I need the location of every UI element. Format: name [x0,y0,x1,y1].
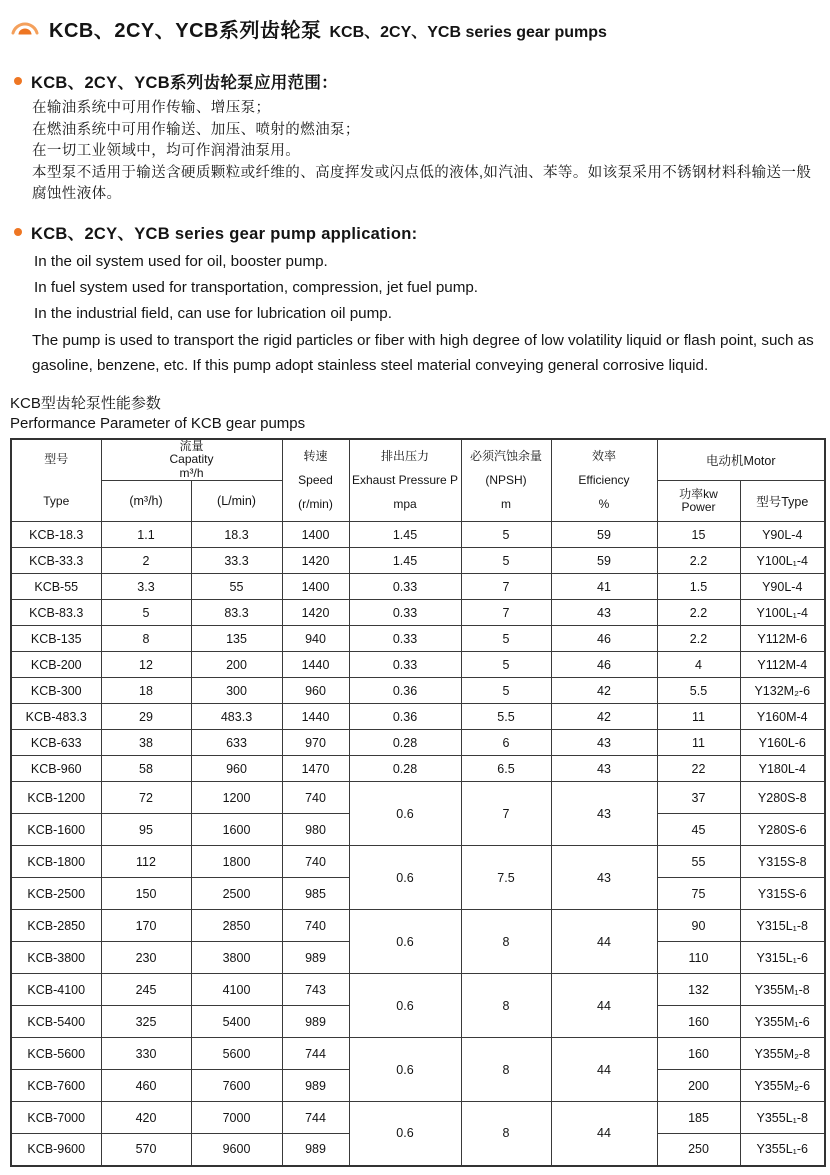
table-cell: 112 [101,846,191,878]
table-title-zh: KCB型齿轮泵性能参数 [10,394,161,412]
header-speed [282,439,349,522]
table-cell: 743 [282,974,349,1006]
header-lmin: (L/min) [191,481,282,522]
header-capacity [101,439,282,481]
table-cell: 2.2 [657,600,740,626]
table-cell: 0.28 [349,756,461,782]
table-cell: 1440 [282,704,349,730]
header-motor: 电动机Motor [657,439,825,481]
header-speed-unit: (r/min) [298,497,333,512]
table-cell: 6 [461,730,551,756]
table-cell: 6.5 [461,756,551,782]
table-cell: Y315L₁-8 [740,910,825,942]
table-cell: 3800 [191,942,282,974]
table-row [11,678,825,704]
table-cell: Y315S-6 [740,878,825,910]
table-cell: 185 [657,1102,740,1134]
table-cell: 5400 [191,1006,282,1038]
table-cell: 740 [282,910,349,942]
table-cell: 5 [101,600,191,626]
table-cell: 15 [657,522,740,548]
table-cell: 43 [551,756,657,782]
table-cell: Y160L-6 [740,730,825,756]
table-cell: 160 [657,1006,740,1038]
table-cell: 1600 [191,814,282,846]
table-titles [10,394,822,434]
header-power-zh: 功率kw [679,486,718,501]
table-cell: 7000 [191,1102,282,1134]
table-cell: 5600 [191,1038,282,1070]
table-cell: 1.1 [101,522,191,548]
table-row [11,522,825,548]
table-cell: Y180L-4 [740,756,825,782]
table-cell: 5 [461,678,551,704]
table-cell: 9600 [191,1134,282,1166]
table-cell: 44 [551,910,657,974]
table-cell: 44 [551,974,657,1038]
table-cell: 5 [461,626,551,652]
table-cell: 11 [657,730,740,756]
table-row [11,730,825,756]
table-cell: Y355M₁-8 [740,974,825,1006]
performance-table [10,438,826,1167]
table-row [11,652,825,678]
table-cell: 1400 [282,522,349,548]
table-cell: 0.28 [349,730,461,756]
table-cell: Y355M₂-8 [740,1038,825,1070]
table-cell: Y90L-4 [740,574,825,600]
section-heading-en [14,220,822,244]
table-cell: 4 [657,652,740,678]
header-pressure-unit: mpa [393,497,417,512]
table-cell: 325 [101,1006,191,1038]
table-cell: 1420 [282,600,349,626]
table-row [11,1038,825,1070]
table-cell: 2.2 [657,626,740,652]
header-type-zh: 型号 [44,452,69,467]
table-cell: 18 [101,678,191,704]
table-cell: 0.6 [349,1102,461,1166]
table-cell: 0.36 [349,704,461,730]
table-cell: 55 [191,574,282,600]
table-cell: Y315S-8 [740,846,825,878]
body-line: In the industrial field, can use for lubrication oil pump. [34,304,392,322]
table-cell: 2.2 [657,548,740,574]
table-cell: 42 [551,678,657,704]
body-line: 在一切工业领域中，均可作润滑油泵用。 [32,143,301,159]
table-cell: Y355M₁-6 [740,1006,825,1038]
table-cell: KCB-18.3 [11,522,101,548]
table-row [11,548,825,574]
table-cell: KCB-5600 [11,1038,101,1070]
table-cell: KCB-3800 [11,942,101,974]
table-cell: 5.5 [461,704,551,730]
table-cell: 960 [282,678,349,704]
page-title-zh: KCB、2CY、YCB系列齿轮泵 [49,20,322,42]
table-cell: 58 [101,756,191,782]
table-cell: 55 [657,846,740,878]
table-cell: 989 [282,1070,349,1102]
table-cell: 1440 [282,652,349,678]
document-header [10,14,822,43]
table-cell: 95 [101,814,191,846]
table-cell: KCB-4100 [11,974,101,1006]
table-cell: KCB-9600 [11,1134,101,1166]
table-row [11,846,825,878]
table-cell: KCB-135 [11,626,101,652]
table-cell: 110 [657,942,740,974]
table-cell: 18.3 [191,522,282,548]
table-cell: 989 [282,1006,349,1038]
table-cell: 960 [191,756,282,782]
table-cell: 46 [551,626,657,652]
header-speed-en: Speed [298,473,333,488]
section-heading-zh [14,69,822,93]
table-cell: 0.6 [349,1038,461,1102]
header-efficiency-en: Efficiency [578,473,630,488]
body-line: 在燃油系统中可用作输送、加压、喷射的燃油泵； [32,121,360,138]
table-cell: 245 [101,974,191,1006]
body-paragraph: The pump is used to transport the rigid particles or fiber with high degree of low volatility liquid or flash point, such as gasoline, benzene, etc. If this pump adopt stainless steel material conveying general corrosive liquid. [32,331,814,374]
table-row [11,756,825,782]
table-cell: 940 [282,626,349,652]
table-cell: 0.6 [349,782,461,846]
table-row [11,974,825,1006]
table-cell: 8 [461,910,551,974]
header-motor-type: 型号Type [740,481,825,522]
table-cell: KCB-55 [11,574,101,600]
table-cell: 7.5 [461,846,551,910]
table-cell: 8 [461,1038,551,1102]
table-cell: 970 [282,730,349,756]
header-efficiency-zh: 效率 [591,449,616,464]
table-cell: KCB-633 [11,730,101,756]
table-cell: 985 [282,878,349,910]
table-cell: 12 [101,652,191,678]
table-cell: 160 [657,1038,740,1070]
table-cell: 300 [191,678,282,704]
table-cell: Y132M₂-6 [740,678,825,704]
table-cell: 5.5 [657,678,740,704]
table-cell: 38 [101,730,191,756]
table-cell: 0.33 [349,626,461,652]
table-cell: 75 [657,878,740,910]
table-row [11,626,825,652]
table-cell: Y100L₁-4 [740,548,825,574]
table-cell: 570 [101,1134,191,1166]
header-capacity-en: Capatity [169,452,214,466]
table-cell: 41 [551,574,657,600]
table-cell: 43 [551,600,657,626]
table-cell: KCB-300 [11,678,101,704]
table-cell: 135 [191,626,282,652]
table-cell: Y100L₁-4 [740,600,825,626]
header-npsh-zh: 必须汽蚀余量 [469,449,542,464]
table-cell: 170 [101,910,191,942]
table-cell: 43 [551,846,657,910]
table-cell: 2500 [191,878,282,910]
section-heading-zh-text: KCB、2CY、YCB系列齿轮泵应用范围： [31,74,338,92]
table-cell: 42 [551,704,657,730]
bullet-icon [14,77,22,85]
table-cell: Y280S-6 [740,814,825,846]
body-line: 在输油系统中可用作传输、增压泵； [32,100,271,116]
table-title-en: Performance Parameter of KCB gear pumps [10,414,306,432]
table-cell: 5 [461,548,551,574]
table-cell: 46 [551,652,657,678]
table-cell: 744 [282,1102,349,1134]
table-cell: 0.36 [349,678,461,704]
table-row [11,910,825,942]
table-row [11,704,825,730]
table-cell: 8 [101,626,191,652]
page-title [49,14,607,43]
table-cell: 7600 [191,1070,282,1102]
table-cell: KCB-1200 [11,782,101,814]
table-cell: 1800 [191,846,282,878]
table-cell: 633 [191,730,282,756]
section-heading-en-text: KCB、2CY、YCB series gear pump application: [31,224,418,243]
table-cell: Y280S-8 [740,782,825,814]
table-cell: KCB-2500 [11,878,101,910]
table-cell: 1.45 [349,522,461,548]
table-cell: Y315L₁-6 [740,942,825,974]
header-pressure-zh: 排出压力 [380,449,429,464]
table-cell: 1200 [191,782,282,814]
pump-brand-icon [10,18,40,40]
table-cell: 200 [191,652,282,678]
table-cell: KCB-33.3 [11,548,101,574]
table-cell: KCB-483.3 [11,704,101,730]
table-cell: 33.3 [191,548,282,574]
table-cell: 83.3 [191,600,282,626]
header-type-en: Type [43,494,70,509]
table-cell: KCB-200 [11,652,101,678]
table-cell: 22 [657,756,740,782]
table-cell: 0.33 [349,652,461,678]
table-cell: KCB-960 [11,756,101,782]
perf-table-body [11,522,825,1166]
table-cell: 980 [282,814,349,846]
table-cell: 330 [101,1038,191,1070]
table-cell: 45 [657,814,740,846]
table-cell: 8 [461,974,551,1038]
table-cell: KCB-2850 [11,910,101,942]
table-cell: 420 [101,1102,191,1134]
table-cell: 7 [461,574,551,600]
table-cell: 740 [282,782,349,814]
table-cell: 43 [551,782,657,846]
table-cell: 2 [101,548,191,574]
header-pressure [349,439,461,522]
table-cell: 1420 [282,548,349,574]
table-cell: Y355L₁-8 [740,1102,825,1134]
table-cell: 0.6 [349,846,461,910]
table-cell: KCB-7600 [11,1070,101,1102]
table-cell: 1.45 [349,548,461,574]
section-application-en [14,220,822,378]
table-cell: Y112M-4 [740,652,825,678]
header-npsh [461,439,551,522]
table-cell: Y160M-4 [740,704,825,730]
header-speed-zh: 转速 [303,449,328,464]
table-cell: 59 [551,522,657,548]
table-cell: Y355L₁-6 [740,1134,825,1166]
header-m3h: (m³/h) [101,481,191,522]
header-efficiency-unit: % [598,497,610,512]
page-title-en: KCB、2CY、YCB series gear pumps [329,24,607,41]
table-cell: 11 [657,704,740,730]
body-line: In the oil system used for oil, booster pump. [34,252,328,270]
header-npsh-unit: m [501,497,511,512]
header-capacity-unit: m³/h [179,465,204,480]
table-cell: 0.33 [349,600,461,626]
header-npsh-en: (NPSH) [485,473,527,488]
header-pressure-en: Exhaust Pressure P [351,473,459,488]
table-cell: 37 [657,782,740,814]
bullet-icon [14,228,22,236]
table-row [11,782,825,814]
table-row [11,574,825,600]
table-cell: Y90L-4 [740,522,825,548]
table-cell: 90 [657,910,740,942]
table-cell: 7 [461,782,551,846]
table-cell: 4100 [191,974,282,1006]
table-cell: 150 [101,878,191,910]
table-cell: 0.6 [349,974,461,1038]
header-type [11,439,101,522]
table-cell: 989 [282,942,349,974]
table-header-row [11,439,825,481]
table-cell: 0.33 [349,574,461,600]
body-line: In fuel system used for transportation, compression, jet fuel pump. [34,278,479,296]
table-cell: 200 [657,1070,740,1102]
table-cell: 5 [461,652,551,678]
table-cell: 44 [551,1038,657,1102]
table-cell: 0.6 [349,910,461,974]
header-efficiency [551,439,657,522]
table-cell: 460 [101,1070,191,1102]
table-cell: 989 [282,1134,349,1166]
table-row [11,1102,825,1134]
table-cell: 8 [461,1102,551,1166]
table-cell: KCB-7000 [11,1102,101,1134]
table-cell: 132 [657,974,740,1006]
header-capacity-zh: 流量 [179,438,204,453]
table-cell: 2850 [191,910,282,942]
table-cell: Y355M₂-6 [740,1070,825,1102]
header-power [657,481,740,522]
table-cell: 740 [282,846,349,878]
table-cell: 250 [657,1134,740,1166]
table-cell: 5 [461,522,551,548]
table-cell: 59 [551,548,657,574]
section-application-zh [14,69,822,206]
table-cell: 1400 [282,574,349,600]
table-cell: 43 [551,730,657,756]
table-cell: KCB-5400 [11,1006,101,1038]
table-cell: 29 [101,704,191,730]
table-cell: 44 [551,1102,657,1166]
table-cell: KCB-83.3 [11,600,101,626]
header-power-en: Power [681,500,716,514]
table-cell: KCB-1600 [11,814,101,846]
table-cell: 1470 [282,756,349,782]
table-cell: 1.5 [657,574,740,600]
table-cell: 744 [282,1038,349,1070]
table-row [11,600,825,626]
table-cell: 72 [101,782,191,814]
table-cell: KCB-1800 [11,846,101,878]
table-cell: 3.3 [101,574,191,600]
table-cell: 483.3 [191,704,282,730]
table-cell: 7 [461,600,551,626]
table-cell: 230 [101,942,191,974]
body-paragraph: 本型泵不适用于输送含硬质颗粒或纤维的、高度挥发或闪点低的液体,如汽油、苯等。如该泵采用不锈钢材料科输送一般腐蚀性液体。 [32,164,812,202]
table-cell: Y112M-6 [740,626,825,652]
